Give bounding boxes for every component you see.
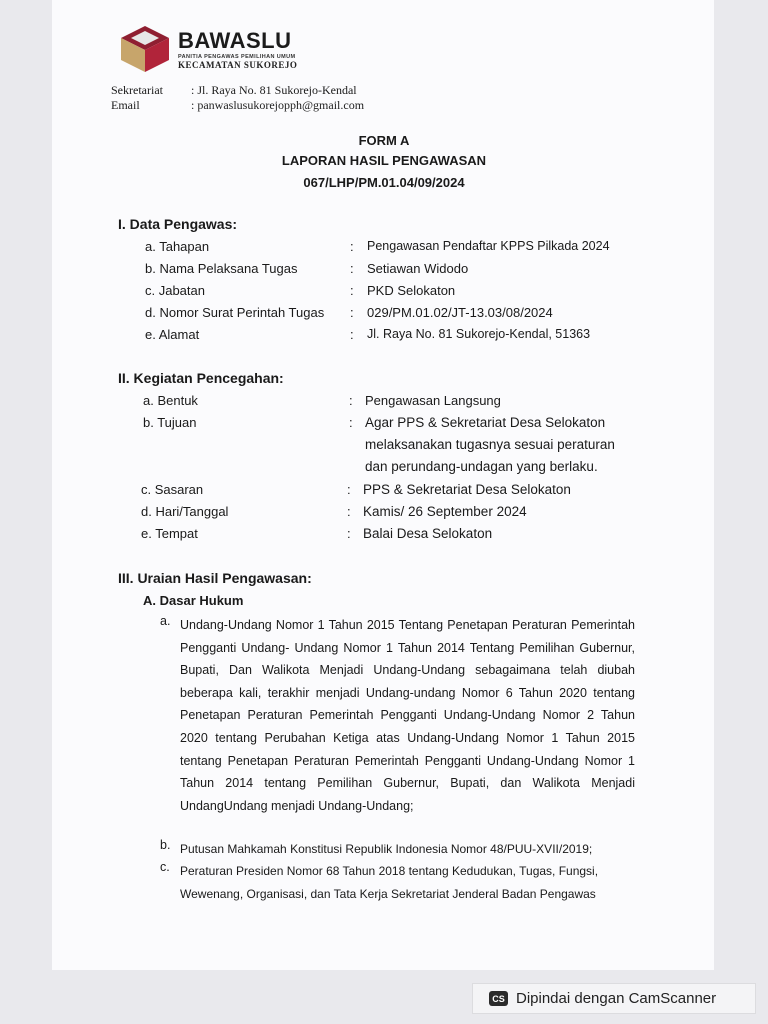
item-marker: b.	[160, 838, 171, 852]
row-key: b. Tujuan	[143, 415, 197, 430]
row-value: 029/PM.01.02/JT-13.03/08/2024	[367, 305, 553, 320]
item-text: Peraturan Presiden Nomor 68 Tahun 2018 tentang Kedudukan, Tugas, Fungsi, Wewenang, Organisasi, dan Tata Kerja Sekretariat Jenderal Badan Pengawas	[180, 864, 599, 901]
item-marker: a.	[160, 614, 171, 628]
row-key: b. Nama Pelaksana Tugas	[145, 261, 298, 276]
brand-block	[178, 30, 297, 70]
email-label: Email	[111, 98, 140, 112]
row-value: Jl. Raya No. 81 Sukorejo-Kendal, 51363	[367, 327, 591, 341]
row-colon: :	[350, 239, 354, 254]
form-title: FORM A	[358, 133, 410, 148]
brand-subtitle: PANITIA PENGAWAS PEMILIHAN UMUM	[178, 54, 296, 60]
row-colon: :	[350, 305, 354, 320]
item-marker: c.	[160, 860, 170, 874]
sekretariat-value: : Jl. Raya No. 81 Sukorejo-Kendal	[191, 83, 357, 97]
row-colon: :	[347, 526, 351, 541]
row-key: a. Bentuk	[143, 393, 198, 408]
brand-name: BAWASLU	[178, 28, 292, 53]
section-2-heading: II. Kegiatan Pencegahan:	[118, 370, 284, 386]
row-colon: :	[349, 415, 353, 430]
row-key: c. Sasaran	[141, 482, 204, 497]
row-key: d. Hari/Tanggal	[141, 504, 229, 519]
row-key: a. Tahapan	[145, 239, 210, 254]
row-colon: :	[350, 283, 354, 298]
report-title: LAPORAN HASIL PENGAWASAN	[281, 153, 487, 168]
row-colon: :	[347, 482, 351, 497]
email-value: : panwaslusukorejopph@gmail.com	[191, 98, 365, 112]
section-3-heading: III. Uraian Hasil Pengawasan:	[118, 570, 312, 586]
row-key: d. Nomor Surat Perintah Tugas	[145, 305, 325, 320]
row-value: Balai Desa Selokaton	[363, 526, 493, 541]
section-1-heading: I. Data Pengawas:	[118, 216, 238, 232]
item-text: Undang-Undang Nomor 1 Tahun 2015 Tentang Penetapan Peraturan Pemerintah Pengganti Undang- Undang Nomor 1 Tahun 2014 Tentang Pemilihan Gubernur, Bupati, Dan Walikota Menjadi Undang-Undang sebagaimana telah diubah beberapa kali, terakhir menjadi Undang-undang Nomor 6 Tahun 2020 tentang Penetapan Peraturan Pemerintah Pengganti Undang-Undang Nomor 2 Tahun 2020 tentang Perubahan Ketiga atas Undang-Undang Nomor 1 Tahun 2015 tentang Penetapan Peraturan Pemerintah Pengganti Undang-Undang Nomor 1 Tahun 2014 tentang Pemilihan Gubernur, Bupati, dan Walikota Menjadi UndangUndang menjadi Undang-Undang;	[180, 618, 635, 813]
report-number: 067/LHP/PM.01.04/09/2024	[303, 175, 465, 190]
camscanner-text: Dipindai dengan CamScanner	[516, 990, 717, 1007]
section-3-subheading: A. Dasar Hukum	[143, 593, 244, 608]
row-key: c. Jabatan	[145, 283, 205, 298]
row-key: e. Tempat	[141, 526, 198, 541]
row-value: Agar PPS & Sekretariat Desa Selokaton	[365, 415, 606, 430]
camscanner-icon: CS	[489, 991, 508, 1006]
row-key: e. Alamat	[145, 327, 200, 342]
row-value: dan perundang-undagan yang berlaku.	[365, 459, 598, 474]
row-value: PPS & Sekretariat Desa Selokaton	[363, 482, 571, 497]
row-colon: :	[349, 393, 353, 408]
brand-district: KECAMATAN SUKOREJO	[178, 60, 298, 70]
row-value: PKD Selokaton	[367, 283, 456, 298]
bawaslu-logo-icon	[117, 24, 173, 74]
row-colon: :	[350, 327, 354, 342]
row-colon: :	[347, 504, 351, 519]
row-value: Pengawasan Langsung	[365, 393, 501, 408]
row-value: Setiawan Widodo	[367, 261, 469, 276]
camscanner-badge	[472, 983, 756, 1014]
row-value: melaksanakan tugasnya sesuai peraturan	[365, 437, 615, 452]
row-colon: :	[350, 261, 354, 276]
sekretariat-label: Sekretariat	[111, 83, 163, 97]
item-text: Putusan Mahkamah Konstitusi Republik Indonesia Nomor 48/PUU-XVII/2019;	[180, 842, 593, 856]
row-value: Pengawasan Pendaftar KPPS Pilkada 2024	[367, 239, 610, 253]
row-value: Kamis/ 26 September 2024	[363, 504, 527, 519]
